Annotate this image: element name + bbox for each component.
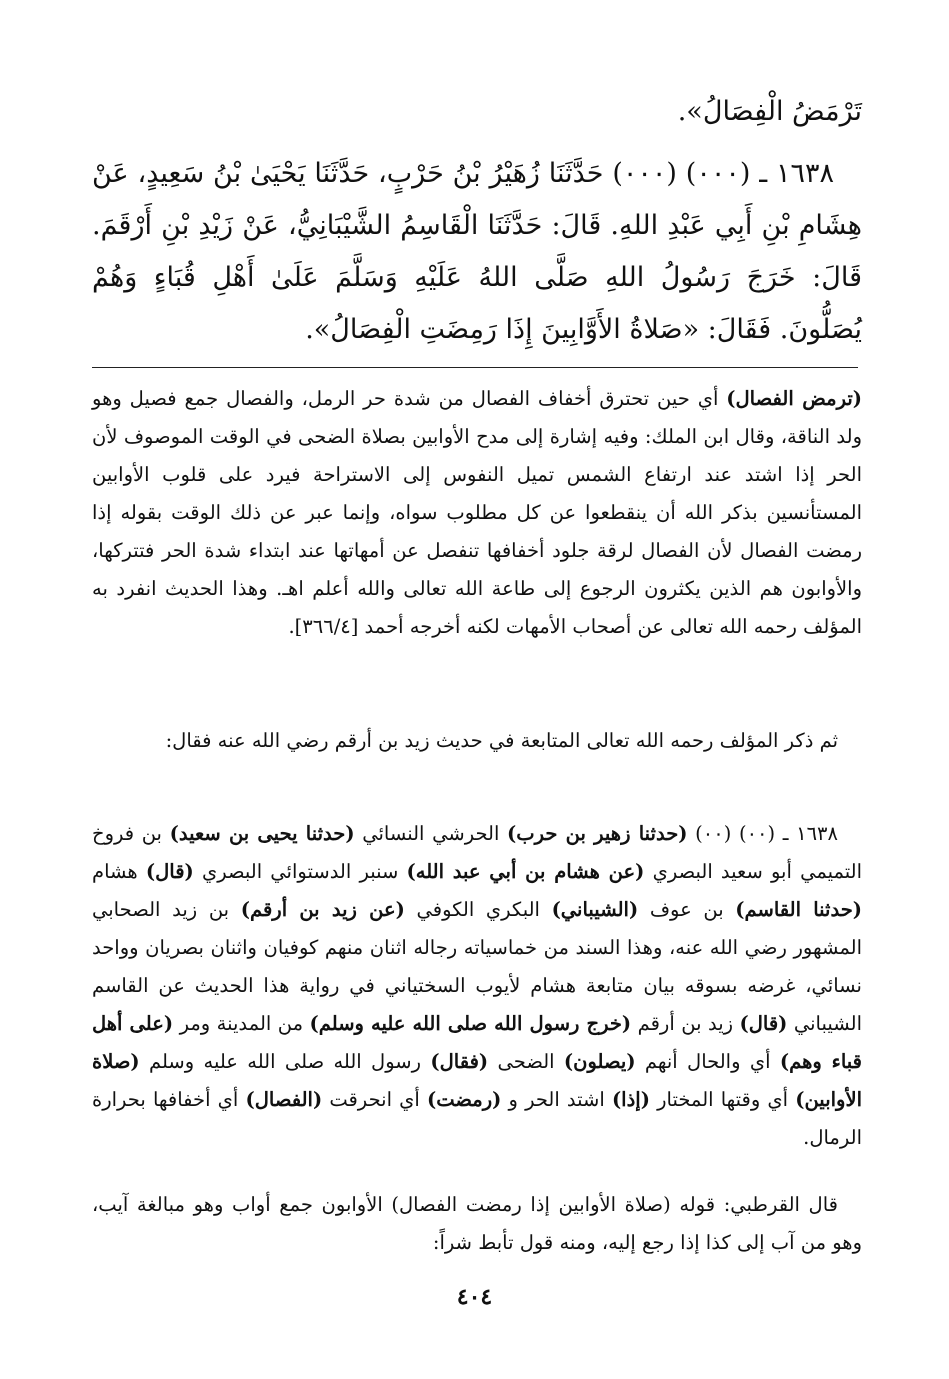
opening-paren: ( bbox=[852, 387, 863, 410]
commentary-paragraph-2: ثم ذكر المؤلف رحمه الله تعالى المتابعة في حديث زيد بن أرقم رضي الله عنه فقال: bbox=[165, 729, 838, 752]
bold-quoted-segment: (عن هشام بن أبي عبد الله) bbox=[406, 860, 645, 883]
plain-segment: بن عوف bbox=[638, 898, 736, 921]
plain-segment: ١٦٣٨ ـ (٠٠) (٠٠) bbox=[687, 822, 839, 845]
bold-quoted-segment: (حدثنا القاسم) bbox=[735, 898, 862, 921]
plain-segment: أي وقتها المختار bbox=[649, 1088, 796, 1111]
plain-segment: سنبر الدستوائي البصري bbox=[193, 860, 407, 883]
footnote-divider-line bbox=[92, 367, 858, 368]
commentary-paragraph-1 bbox=[92, 380, 862, 646]
bold-quoted-segment: (صلاة الأوابين) bbox=[92, 1050, 862, 1111]
commentary-explanation: أي حين تحترق أخفاف الفصال من شدة حر الرمل، والفصال جمع فصيل وهو ولد الناقة، وقال ابن الملك: وفيه إشارة إلى مدح الأوابين بصلاة الضحى في الوقت الموصوف لأن الحر إذا اشتد عند ارتفاع الشمس تميل النفوس إلى الاستراحة فيرد على قلوب الأوابين المستأنسين بذكر الله أن ينقطعوا عن كل مطلوب سواه، وإنما عبر عن ذلك الوقت بقوله إذا رمضت الفصال لأن الفصال لرقة جلود أخفافها تنفصل عن أمهاتها عند ابتداء شدة الحر فتتركها، والأوابون هم الذين يكثرون الرجوع إلى طاعة الله تعالى والله أعلم اهـ. وهذا الحديث انفرد به المؤلف رحمه الله تعالى عن أصحاب الأمهات لكنه أخرجه أحمد [٣٦٦/٤]. bbox=[92, 387, 862, 638]
bold-quoted-segment: (خرج رسول الله صلى الله عليه وسلم) bbox=[309, 1012, 632, 1035]
plain-segment: زيد بن أرقم bbox=[631, 1012, 740, 1035]
plain-segment: الحرشي النسائي bbox=[354, 822, 508, 845]
bold-quoted-segment: (الشيباني) bbox=[551, 898, 639, 921]
plain-segment: من المدينة ومر bbox=[173, 1012, 310, 1035]
bold-quoted-segment: (يصلون) bbox=[563, 1050, 636, 1073]
plain-segment: اشتد الحر و bbox=[501, 1088, 612, 1111]
plain-segment: بن فروخ التميمي أبو سعيد البصري bbox=[92, 822, 862, 883]
bold-quoted-segment: (قال) bbox=[739, 1012, 788, 1035]
plain-segment: أي أخفافها بحرارة الرمال. bbox=[92, 1088, 862, 1149]
hadith-1638-text: ١٦٣٨ ـ (٠٠٠) (٠٠٠) حَدَّثَنَا زُهَيْرُ بْنُ حَرْبٍ، حَدَّثَنَا يَحْيَىٰ بْنُ سَعِيدٍ، عَنْ هِشَامِ بْنِ أَبِي عَبْدِ اللهِ. قَالَ: حَدَّثَنَا الْقَاسِمُ الشَّيْبَانِيُّ، عَنْ زَيْدِ بْنِ أَرْقَمَ. قَالَ: خَرَجَ رَسُولُ اللهِ صَلَّى اللهُ عَلَيْهِ وَسَلَّمَ عَلَىٰ أَهْلِ قُبَاءٍ وَهُمْ يُصَلُّونَ. فَقَالَ: «صَلاةُ الأَوَّابِينَ إِذَا رَمِضَتِ الْفِصَالُ». bbox=[92, 158, 862, 345]
bold-quoted-segment: (عن زيد بن أرقم) bbox=[240, 898, 405, 921]
bold-quoted-segment: (إذا) bbox=[611, 1088, 650, 1111]
plain-segment: أي انحرقت bbox=[322, 1088, 427, 1111]
bold-quoted-segment: (فقال) bbox=[430, 1050, 489, 1073]
commentary-term-tarmud bbox=[726, 387, 862, 410]
plain-segment: رسول الله صلى الله عليه وسلم bbox=[139, 1050, 431, 1073]
page-number: ٤٠٤ bbox=[456, 1284, 493, 1310]
plain-segment: الضحى bbox=[488, 1050, 564, 1073]
plain-segment: بن زيد الصحابي المشهور رضي الله عنه، وهذا السند من خماسياته رجاله اثنان منهم كوفيان واثنان بصريان وواحد نسائي، غرضه بسوقه بيان متابعة هشام لأيوب السختياني في رواية هذا الحديث عن القاسم الشيباني bbox=[92, 898, 863, 1035]
bold-quoted-segment: (قال) bbox=[145, 860, 194, 883]
plain-segment: أي والحال أنهم bbox=[635, 1050, 780, 1073]
commentary-term-text: ترمض الفصال) bbox=[726, 387, 853, 410]
bold-quoted-segment: (رمضت) bbox=[426, 1088, 502, 1111]
bold-quoted-segment: (على أهل قباء وهم) bbox=[92, 1012, 863, 1073]
plain-segment: البكري الكوفي bbox=[404, 898, 552, 921]
bold-quoted-segment: (حدثنا زهير بن حرب) bbox=[507, 822, 688, 845]
commentary-paragraph-4: قال القرطبي: قوله (صلاة الأوابين إذا رمضت الفصال) الأوابون جمع أواب وهو مبالغة آيب، وهو من آب إلى كذا إذا رجع إليه، ومنه قول تأبط شراً: bbox=[92, 1193, 862, 1254]
plain-segment: هشام bbox=[92, 860, 146, 883]
bold-quoted-segment: (الفصال) bbox=[245, 1088, 323, 1111]
bold-quoted-segment: (حدثنا يحيى بن سعيد) bbox=[169, 822, 355, 845]
commentary-paragraph-3 bbox=[92, 815, 862, 1157]
hadith-continuation-line: تَرْمَضُ الْفِصَالُ». bbox=[677, 96, 862, 127]
